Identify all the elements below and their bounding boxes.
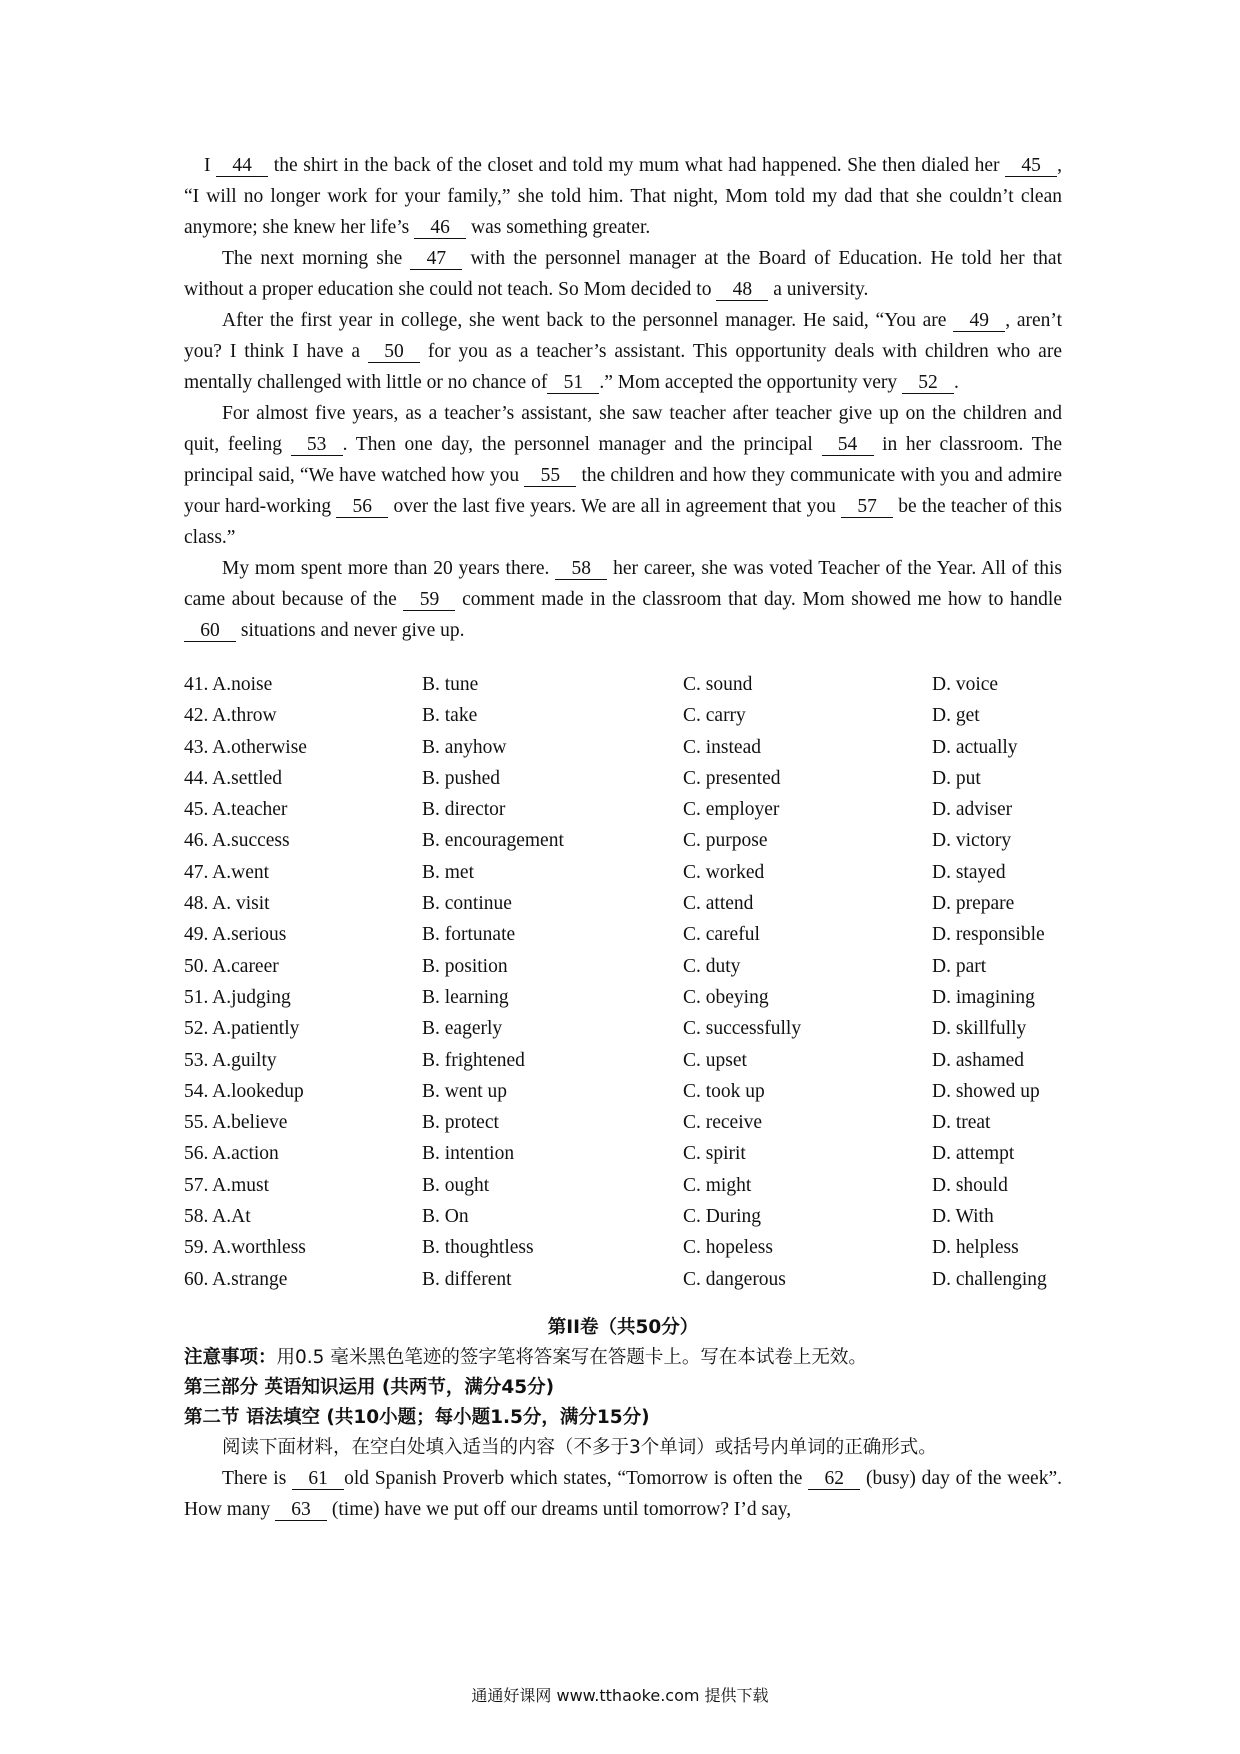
- option-choice: C. took up: [683, 1080, 765, 1102]
- blank-number: 59: [403, 590, 455, 611]
- option-choice: D. should: [932, 1174, 1008, 1196]
- blank-number: 61: [292, 1469, 344, 1490]
- passage-paragraph: [184, 553, 1062, 646]
- option-choice: C. dangerous: [683, 1268, 786, 1290]
- option-choice: D. actually: [932, 736, 1018, 758]
- passage-text: My mom spent more than 20 years there.: [222, 558, 556, 579]
- passage-text: , aren’t you? I think I have a: [184, 310, 1062, 362]
- option-choice: D. treat: [932, 1112, 991, 1134]
- passage-text: for you as a teacher’s assistant. This opportunity deals with children who are mentally challenged with little or no chance of: [184, 341, 1062, 393]
- blank-number: 55: [524, 466, 576, 487]
- option-choice: D. victory: [932, 830, 1012, 852]
- option-choice: D. ashamed: [932, 1049, 1025, 1071]
- blank-number: 44: [216, 156, 268, 177]
- passage-text: comment made in the classroom that day. Mom showed me how to handle: [455, 589, 1062, 610]
- passage-text: was something greater.: [466, 217, 651, 238]
- option-choice: D. imagining: [932, 986, 1035, 1008]
- subsection-two-heading: 第二节 语法填空 (共10小题；每小题1.5分，满分15分): [184, 1406, 650, 1428]
- option-choice: 45. A.teacher: [184, 799, 288, 821]
- blank-number: 53: [291, 435, 343, 456]
- option-choice: B. fortunate: [422, 924, 516, 946]
- option-choice: B. tune: [422, 674, 479, 695]
- option-row: [184, 1170, 1062, 1201]
- option-choice: B. different: [422, 1268, 512, 1290]
- cloze-options: [184, 669, 1062, 1295]
- option-row: [184, 732, 1062, 763]
- option-choice: 52. A.patiently: [184, 1018, 300, 1040]
- section-title: 第II卷（共50分）: [547, 1316, 699, 1338]
- cloze-passage: [184, 150, 1062, 646]
- option-choice: 44. A.settled: [184, 767, 283, 789]
- option-row: [184, 951, 1062, 982]
- exam-page: [184, 150, 1062, 1525]
- passage-text: situations and never give up.: [236, 620, 465, 641]
- blank-number: 56: [336, 497, 388, 518]
- option-choice: D. skillfully: [932, 1018, 1027, 1040]
- option-choice: 46. A.success: [184, 830, 290, 852]
- option-row: [184, 825, 1062, 856]
- option-row: [184, 794, 1062, 825]
- option-row: [184, 763, 1062, 794]
- option-choice: 41. A.noise: [184, 674, 273, 695]
- option-choice: C. might: [683, 1174, 752, 1196]
- passage-text: the shirt in the back of the closet and told my mum what had happened. She then dialed her: [268, 155, 1006, 176]
- part-three-heading: 第三部分 英语知识运用 (共两节，满分45分): [184, 1376, 555, 1398]
- passage-text: (busy) day of the week”. How many: [184, 1467, 1062, 1520]
- blank-number: 60: [184, 621, 236, 642]
- passage-text: After the first year in college, she went back to the personnel manager. He said, “You are: [222, 310, 954, 331]
- passage-text: . Then one day, the personnel manager and the principal: [342, 434, 822, 455]
- blank-number: 45: [1005, 156, 1057, 177]
- option-row: [184, 1138, 1062, 1169]
- option-choice: B. intention: [422, 1143, 515, 1165]
- passage-text: her career, she was voted Teacher of the Year. All of this came about because of the: [184, 558, 1063, 610]
- option-choice: 55. A.believe: [184, 1112, 288, 1134]
- option-choice: C. carry: [683, 705, 746, 727]
- option-choice: D. adviser: [932, 799, 1013, 821]
- option-row: [184, 857, 1062, 888]
- passage-text: The next morning she: [222, 248, 411, 269]
- passage-text: be the teacher of this class.”: [184, 496, 1062, 548]
- passage-text: old Spanish Proverb which states, “Tomorrow is often the: [344, 1467, 809, 1489]
- blank-number: 49: [953, 311, 1005, 332]
- notice-text: 用0.5 毫米黑色笔迹的签字笔将答案写在答题卡上。写在本试卷上无效。: [276, 1346, 867, 1368]
- grammar-passage: [184, 1463, 1062, 1525]
- option-choice: D. showed up: [932, 1080, 1040, 1102]
- option-choice: 48. A. visit: [184, 893, 270, 915]
- option-row: [184, 919, 1062, 950]
- passage-text: For almost five years, as a teacher’s assistant, she saw teacher after teacher give up on the children and quit, feeling: [184, 403, 1062, 455]
- blank-number: 58: [555, 559, 607, 580]
- passage-text: in her classroom. The principal said, “We have watched how you: [184, 434, 1062, 486]
- option-choice: C. spirit: [683, 1143, 746, 1165]
- option-choice: 47. A.went: [184, 861, 270, 883]
- option-choice: 49. A.serious: [184, 924, 287, 946]
- option-choice: D. responsible: [932, 924, 1045, 946]
- option-choice: 42. A.throw: [184, 705, 277, 727]
- option-choice: D. prepare: [932, 893, 1015, 915]
- option-choice: 50. A.career: [184, 955, 279, 977]
- option-row: [184, 700, 1062, 731]
- option-row: [184, 1201, 1062, 1232]
- option-choice: D. stayed: [932, 861, 1006, 883]
- option-choice: 60. A.strange: [184, 1268, 288, 1290]
- blank-number: 57: [841, 497, 893, 518]
- blank-number: 52: [902, 373, 954, 394]
- option-choice: D. put: [932, 767, 981, 789]
- option-choice: C. worked: [683, 861, 765, 883]
- blank-number: 54: [822, 435, 874, 456]
- option-row: [184, 888, 1062, 919]
- option-row: [184, 1232, 1062, 1263]
- option-choice: C. During: [683, 1206, 761, 1228]
- option-choice: B. director: [422, 799, 506, 821]
- blank-number: 50: [368, 342, 420, 363]
- passage-text: with the personnel manager at the Board of Education. He told her that without a proper education she could not teach. So Mom decided to: [184, 248, 1062, 300]
- blank-number: 62: [808, 1469, 860, 1490]
- option-choice: 57. A.must: [184, 1174, 270, 1196]
- passage-text: (time) have we put off our dreams until tomorrow? I’d say,: [327, 1498, 792, 1520]
- option-choice: C. employer: [683, 799, 780, 821]
- option-choice: B. encouragement: [422, 830, 564, 852]
- option-choice: B. ought: [422, 1174, 490, 1196]
- option-choice: D. challenging: [932, 1268, 1047, 1290]
- grammar-instruction: 阅读下面材料，在空白处填入适当的内容（不多于3个单词）或括号内单词的正确形式。: [222, 1436, 937, 1458]
- option-choice: D. part: [932, 955, 987, 977]
- option-choice: D. attempt: [932, 1143, 1015, 1165]
- option-choice: B. eagerly: [422, 1018, 503, 1040]
- blank-number: 46: [414, 218, 466, 239]
- blank-number: 47: [410, 249, 462, 270]
- notice-label: 注意事项：: [184, 1346, 277, 1368]
- passage-text: over the last five years. We are all in agreement that you: [388, 496, 842, 517]
- option-choice: B. met: [422, 861, 474, 883]
- passage-text: .” Mom accepted the opportunity very: [599, 372, 903, 393]
- option-choice: D. voice: [932, 674, 999, 695]
- option-choice: B. went up: [422, 1080, 508, 1102]
- option-choice: 51. A.judging: [184, 986, 291, 1008]
- option-row: [184, 1107, 1062, 1138]
- option-choice: C. obeying: [683, 986, 769, 1008]
- option-choice: B. protect: [422, 1112, 499, 1134]
- option-choice: B. learning: [422, 986, 509, 1008]
- grammar-paragraph: [184, 1463, 1062, 1525]
- passage-text: the children and how they communicate with you and admire your hard-working: [184, 465, 1062, 517]
- option-choice: 54. A.lookedup: [184, 1080, 304, 1102]
- option-choice: C. presented: [683, 767, 781, 789]
- option-choice: C. receive: [683, 1112, 763, 1134]
- option-choice: C. upset: [683, 1049, 747, 1071]
- option-choice: C. successfully: [683, 1018, 802, 1040]
- option-row: [184, 1264, 1062, 1295]
- passage-text: a university.: [768, 279, 869, 300]
- option-choice: C. hopeless: [683, 1237, 773, 1259]
- option-choice: B. continue: [422, 893, 512, 915]
- passage-paragraph: [184, 150, 1062, 243]
- option-choice: 56. A.action: [184, 1143, 279, 1165]
- option-row: [184, 982, 1062, 1013]
- option-choice: D. With: [932, 1206, 994, 1228]
- option-choice: 53. A.guilty: [184, 1049, 277, 1071]
- option-choice: B. pushed: [422, 767, 500, 789]
- option-choice: C. purpose: [683, 830, 768, 852]
- option-choice: C. instead: [683, 736, 761, 758]
- option-choice: B. frightened: [422, 1049, 525, 1071]
- option-choice: B. position: [422, 955, 508, 977]
- option-choice: D. get: [932, 705, 980, 727]
- option-row: [184, 1076, 1062, 1107]
- passage-paragraph: [184, 305, 1062, 398]
- option-choice: C. careful: [683, 924, 760, 946]
- passage-paragraph: [184, 398, 1062, 553]
- passage-text: , “I will no longer work for your family,” she told him. That night, Mom told my dad that she couldn’t clean anymore; she knew her life’s: [184, 155, 1063, 238]
- blank-number: 63: [275, 1500, 327, 1521]
- blank-number: 48: [716, 280, 768, 301]
- option-choice: B. take: [422, 705, 478, 727]
- passage-paragraph: [184, 243, 1062, 305]
- option-choice: 59. A.worthless: [184, 1237, 306, 1259]
- option-choice: C. duty: [683, 955, 741, 977]
- option-choice: C. sound: [683, 674, 753, 695]
- option-choice: B. anyhow: [422, 736, 507, 758]
- option-choice: 43. A.otherwise: [184, 736, 307, 758]
- option-row: [184, 1045, 1062, 1076]
- option-choice: 58. A.At: [184, 1206, 251, 1228]
- page-footer: 通通好课网 www.tthaoke.com 提供下载: [471, 1686, 769, 1705]
- option-choice: D. helpless: [932, 1237, 1019, 1259]
- option-choice: C. attend: [683, 893, 754, 915]
- option-choice: B. thoughtless: [422, 1237, 534, 1259]
- blank-number: 51: [547, 373, 599, 394]
- option-row: [184, 669, 1062, 700]
- passage-text: .: [954, 372, 959, 393]
- option-row: [184, 1013, 1062, 1044]
- option-choice: B. On: [422, 1206, 469, 1228]
- notice: [184, 1343, 1062, 1373]
- passage-text: I: [204, 155, 217, 176]
- passage-text: There is: [222, 1467, 293, 1489]
